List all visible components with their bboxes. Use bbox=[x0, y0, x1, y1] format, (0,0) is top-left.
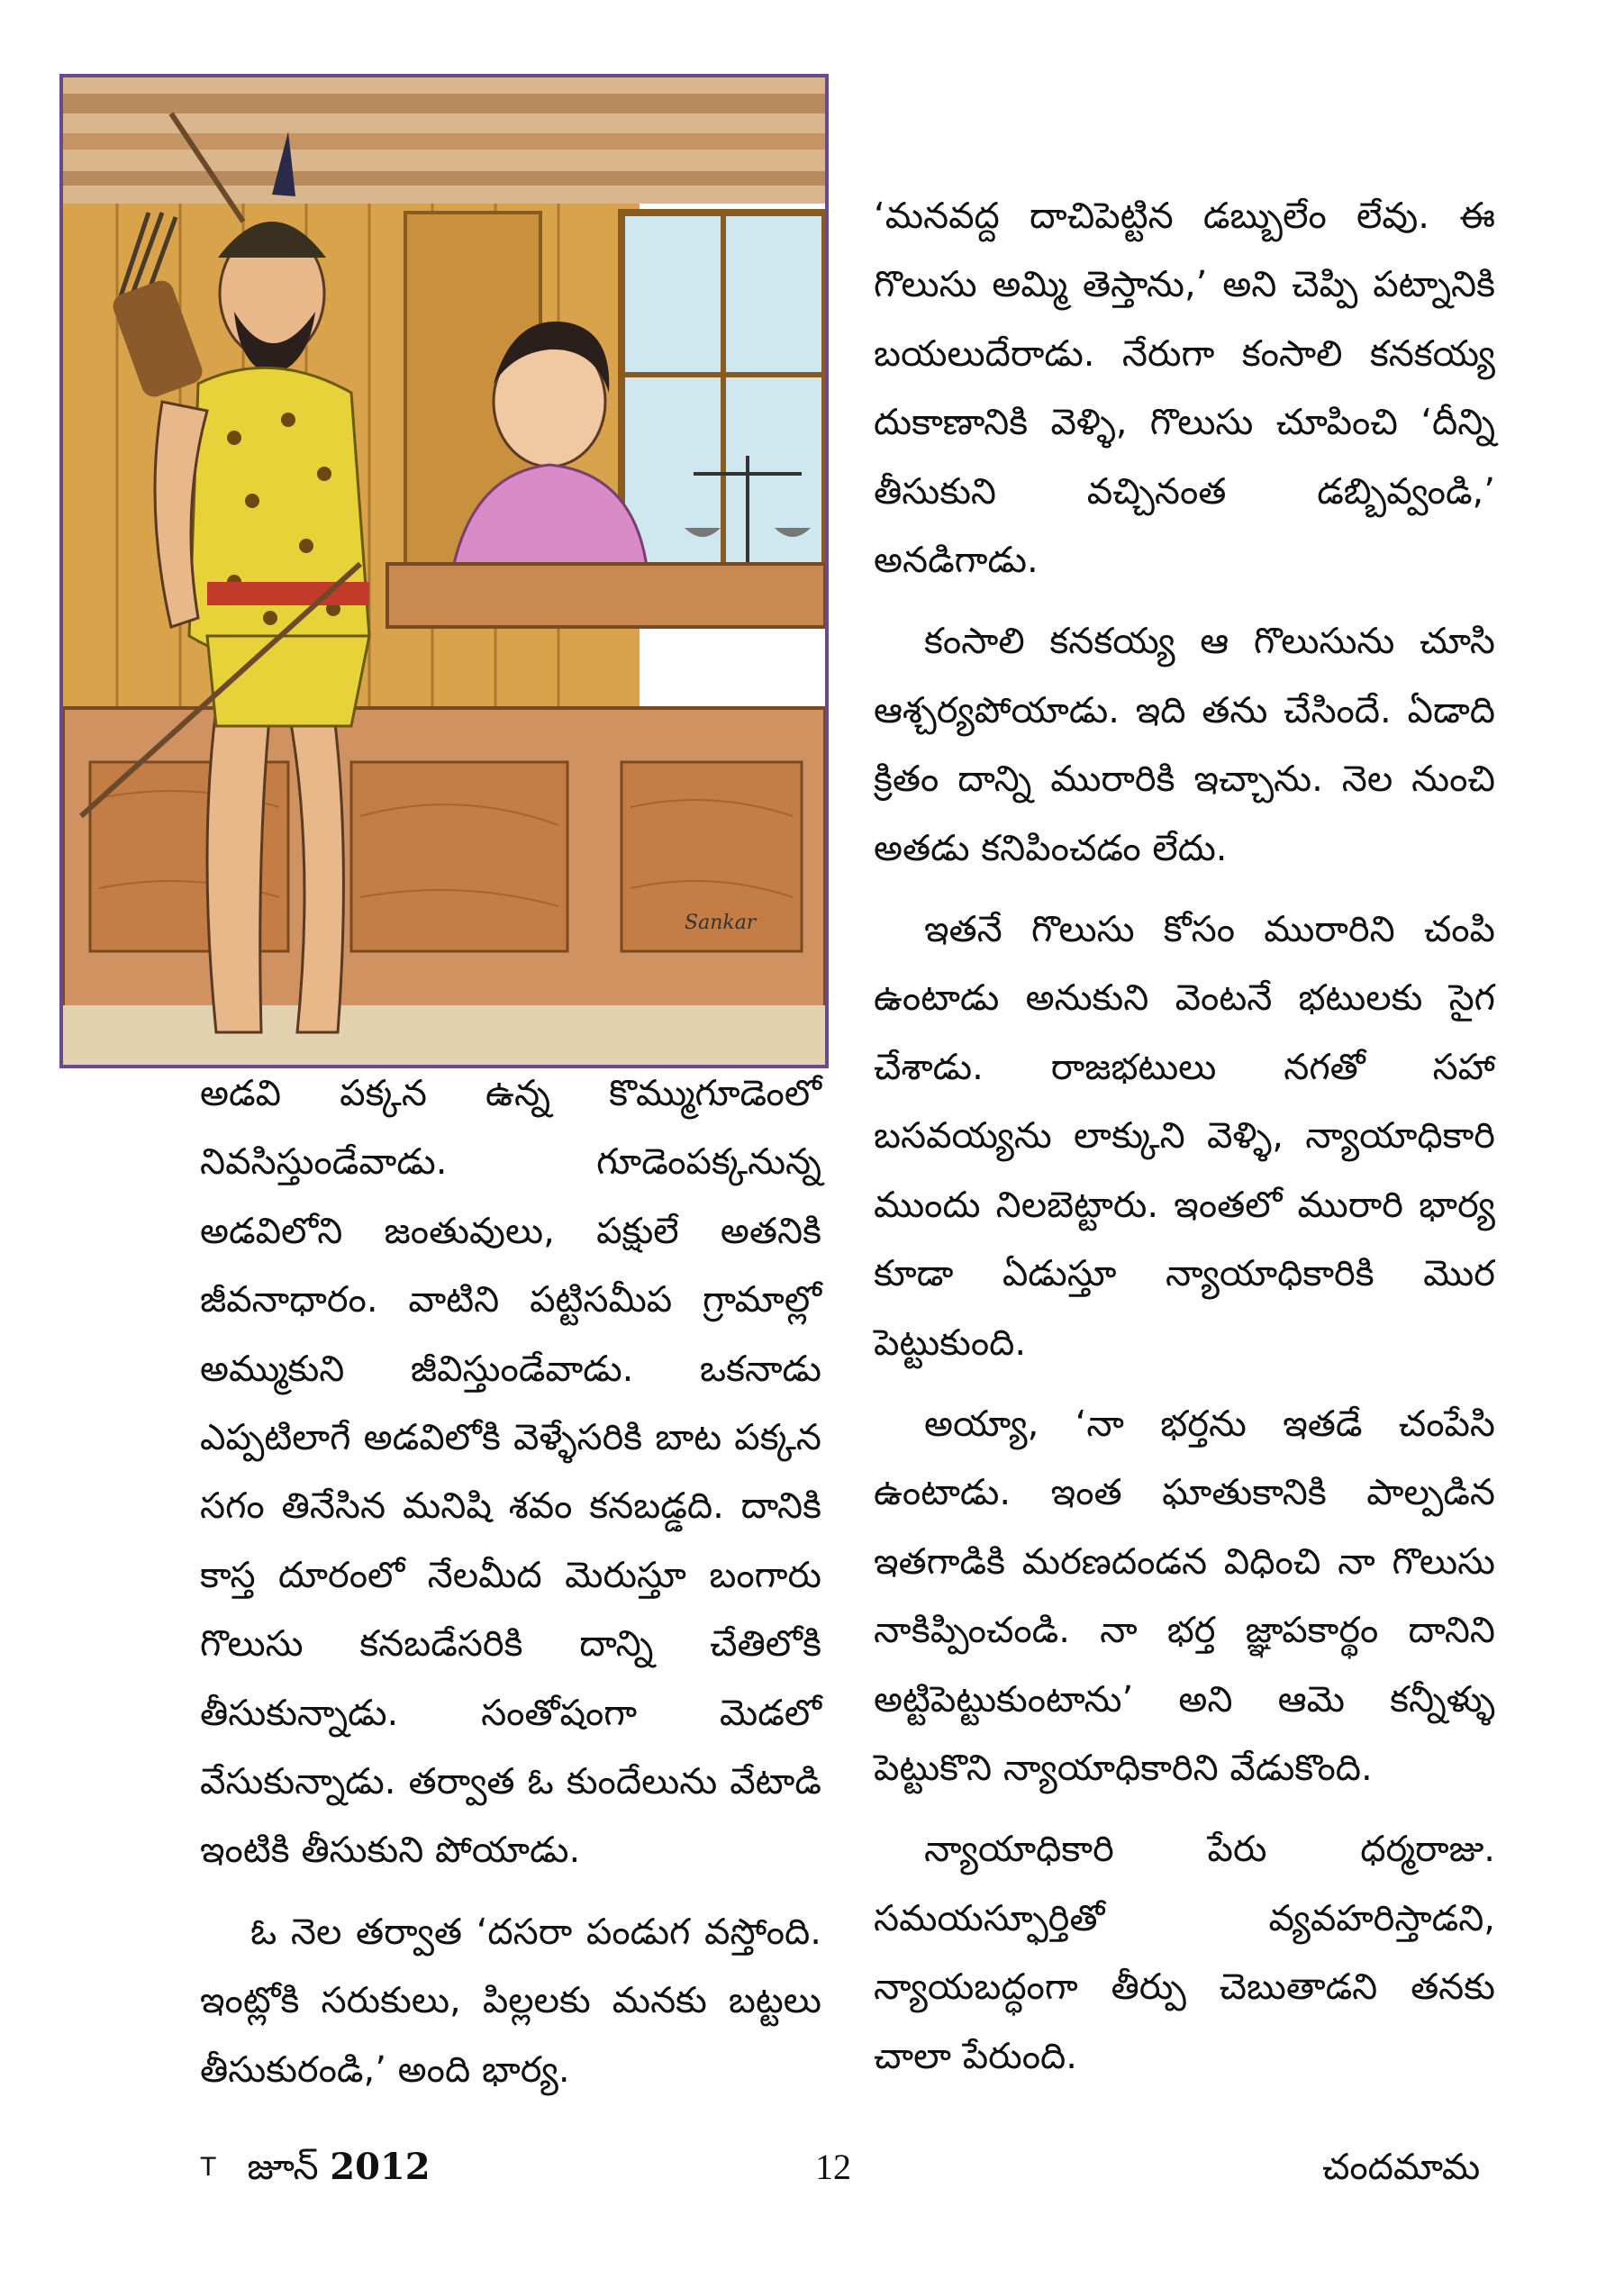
paragraph: అయ్యా, ‘నా భర్తను ఇతడే చంపేసి ఉంటాడు. ఇంత ఘాతుకానికి పాల్పడిన ఇతగాడికి మరణదండన విధించి నా గొలుసు నాకిప్పించండి. నా భర్త జ్ఞాపకార్థం దానిని అట్టిపెట్టుకుంటాను’ అని ఆమె కన్నీళ్ళు పెట్టుకొని న్యాయాధికారిని వేడుకొంది. bbox=[874, 1403, 1495, 1789]
artist-signature: Sankar bbox=[685, 912, 757, 934]
footer-month: జూన్ bbox=[247, 2147, 319, 2188]
paragraph: ఇతనే గొలుసు కోసం మురారిని చంపి ఉంటాడు అనుకుని వెంటనే భటులకు సైగ చేశాడు. రాజభటులు నగతో సహా బసవయ్యను లాక్కుని వెళ్ళి, న్యాయాధికారి ముందు నిలబెట్టారు. ఇంతలో మురారి భార్య కూడా ఏడుస్తూ న్యాయాధికారికి మొర పెట్టుకుంది. bbox=[874, 909, 1495, 1364]
paragraph: కంసాలి కనకయ్య ఆ గొలుసును చూసి ఆశ్చర్యపోయాడు. ఇది తను చేసిందే. ఏడాది క్రితం దాన్ని మురారికి ఇచ్చాను. నెల నుంచి అతడు కనిపించడం లేదు. bbox=[874, 621, 1495, 869]
magazine-name: చందమామ bbox=[1322, 2147, 1481, 2188]
footer-mark: T bbox=[200, 2152, 217, 2182]
right-column-text bbox=[874, 182, 1495, 2091]
footer-year: 2012 bbox=[330, 2146, 431, 2188]
story-illustration bbox=[59, 74, 829, 1068]
footer-issue-date bbox=[200, 2142, 431, 2193]
left-column-text bbox=[200, 1059, 821, 2104]
paragraph: న్యాయాధికారి పేరు ధర్మరాజు. సమయస్ఫూర్తితో వ్యవహరిస్తాడని, న్యాయబద్ధంగా తీర్పు చెబుతాడని తనకు చాలా పేరుంది. bbox=[874, 1829, 1495, 2077]
page-number: 12 bbox=[815, 2147, 851, 2187]
paragraph: అడవి పక్కన ఉన్న కొమ్ముగూడెంలో నివసిస్తుండేవాడు. గూడెంపక్కనున్న అడవిలోని జంతువులు, పక్షులే అతనికి జీవనాధారం. వాటిని పట్టిసమీప గ్రామాల్లో అమ్ముకుని జీవిస్తుండేవాడు. ఒకనాడు ఎప్పటిలాగే అడవిలోకి వెళ్ళేసరికి బాట పక్కన సగం తినేసిన మనిషి శవం కనబడ్డది. దానికి కాస్త దూరంలో నేలమీద మెరుస్తూ బంగారు గొలుసు కనబడేసరికి దాన్ని చేతిలోకి తీసుకున్నాడు. సంతోషంగా మెడలో వేసుకున్నాడు. తర్వాత ఓ కుందేలును వేటాడి ఇంటికి తీసుకుని పోయాడు. bbox=[200, 1073, 821, 1872]
paragraph: ‘మనవద్ద దాచిపెట్టిన డబ్బులేం లేవు. ఈ గొలుసు అమ్మి తెస్తాను,’ అని చెప్పి పట్నానికి బయలుదేరాడు. నేరుగా కంసాలి కనకయ్య దుకాణానికి వెళ్ళి, గొలుసు చూపించి ‘దీన్ని తీసుకుని వచ్చినంత డబ్బివ్వండి,’ అనడిగాడు. bbox=[874, 195, 1495, 582]
illustration-hunter-goldsmith bbox=[63, 77, 825, 1065]
paragraph: ఓ నెల తర్వాత ‘దసరా పండుగ వస్తోంది. ఇంట్లోకి సరుకులు, పిల్లలకు మనకు బట్టలు తీసుకురండి,’ అంది భార్య. bbox=[200, 1911, 821, 2091]
